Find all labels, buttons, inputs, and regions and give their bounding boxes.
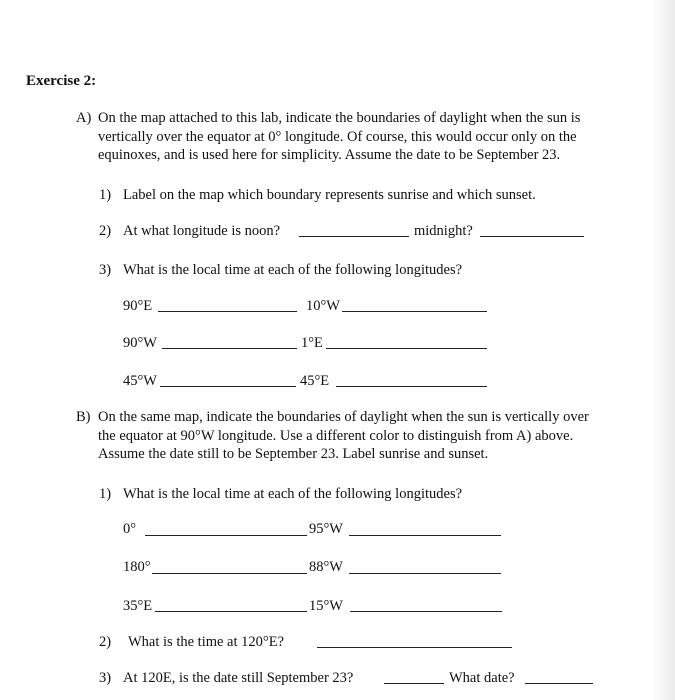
- a-q2-number: 2): [99, 223, 112, 239]
- a-time-blank[interactable]: [160, 386, 296, 387]
- b-q1-number: 1): [99, 486, 112, 502]
- b-longitude-label: 88°W: [309, 559, 343, 575]
- a-longitude-label: 1°E: [301, 335, 323, 351]
- part-b-line: Assume the date still to be September 23. Label sunrise and sunset.: [98, 446, 489, 462]
- part-b-line: On the same map, indicate the boundaries of daylight when the sun is vertically over: [98, 409, 589, 425]
- b-longitude-label: 0°: [123, 521, 137, 537]
- a-q3-text: What is the local time at each of the following longitudes?: [123, 262, 463, 278]
- a-time-blank[interactable]: [326, 348, 487, 349]
- a-longitude-label: 10°W: [306, 298, 340, 314]
- time-120e-blank[interactable]: [317, 647, 512, 648]
- what-date-blank[interactable]: [525, 683, 593, 684]
- b-q1-text: What is the local time at each of the following longitudes?: [123, 486, 463, 502]
- b-longitude-label: 95°W: [309, 521, 343, 537]
- a-longitude-label: 45°E: [300, 373, 330, 389]
- b-q3-number: 3): [99, 670, 112, 686]
- a-longitude-label: 90°W: [123, 335, 157, 351]
- a-q2-text: At what longitude is noon?: [123, 223, 281, 239]
- part-a-marker: A): [76, 110, 92, 126]
- b-time-blank[interactable]: [349, 573, 501, 574]
- part-b-line: the equator at 90°W longitude. Use a different color to distinguish from A) above.: [98, 427, 574, 444]
- b-q2-text: What is the time at 120°E?: [128, 634, 284, 650]
- b-q3-text: At 120E, is the date still September 23?: [123, 670, 354, 686]
- b-longitude-label: 35°E: [123, 598, 153, 614]
- noon-answer-blank[interactable]: [299, 236, 409, 237]
- b-time-blank[interactable]: [350, 611, 502, 612]
- b-time-blank[interactable]: [145, 535, 307, 536]
- a-longitude-label: 90°E: [123, 298, 153, 314]
- b-q2-number: 2): [99, 634, 112, 650]
- a-longitude-label: 45°W: [123, 373, 157, 389]
- date-yes-no-blank[interactable]: [384, 683, 444, 684]
- a-q2-text2: midnight?: [414, 223, 473, 239]
- a-q1-text: Label on the map which boundary represents sunrise and which sunset.: [123, 187, 536, 203]
- part-a-line: On the map attached to this lab, indicate the boundaries of daylight when the sun is: [98, 110, 581, 126]
- exercise-title: Exercise 2:: [26, 73, 97, 89]
- b-time-blank[interactable]: [152, 573, 307, 574]
- page-edge-shadow: [651, 0, 675, 700]
- part-b-marker: B): [76, 409, 91, 425]
- part-a-line: equinoxes, and is used here for simplicity. Assume the date to be September 23.: [98, 147, 561, 163]
- a-q1-number: 1): [99, 187, 112, 203]
- b-time-blank[interactable]: [349, 535, 501, 536]
- a-time-blank[interactable]: [158, 311, 297, 312]
- a-time-blank[interactable]: [336, 386, 487, 387]
- b-time-blank[interactable]: [155, 611, 307, 612]
- b-longitude-label: 15°W: [309, 598, 343, 614]
- part-b-instructions: [98, 408, 589, 464]
- midnight-answer-blank[interactable]: [480, 236, 584, 237]
- b-q3-text2: What date?: [449, 670, 515, 686]
- b-longitude-label: 180°: [123, 559, 151, 575]
- a-q3-number: 3): [99, 262, 112, 278]
- a-time-blank[interactable]: [162, 348, 297, 349]
- part-a-line: vertically over the equator at 0° longitude. Of course, this would occur only on the: [98, 128, 577, 145]
- part-a-instructions: [98, 109, 580, 165]
- a-time-blank[interactable]: [342, 311, 487, 312]
